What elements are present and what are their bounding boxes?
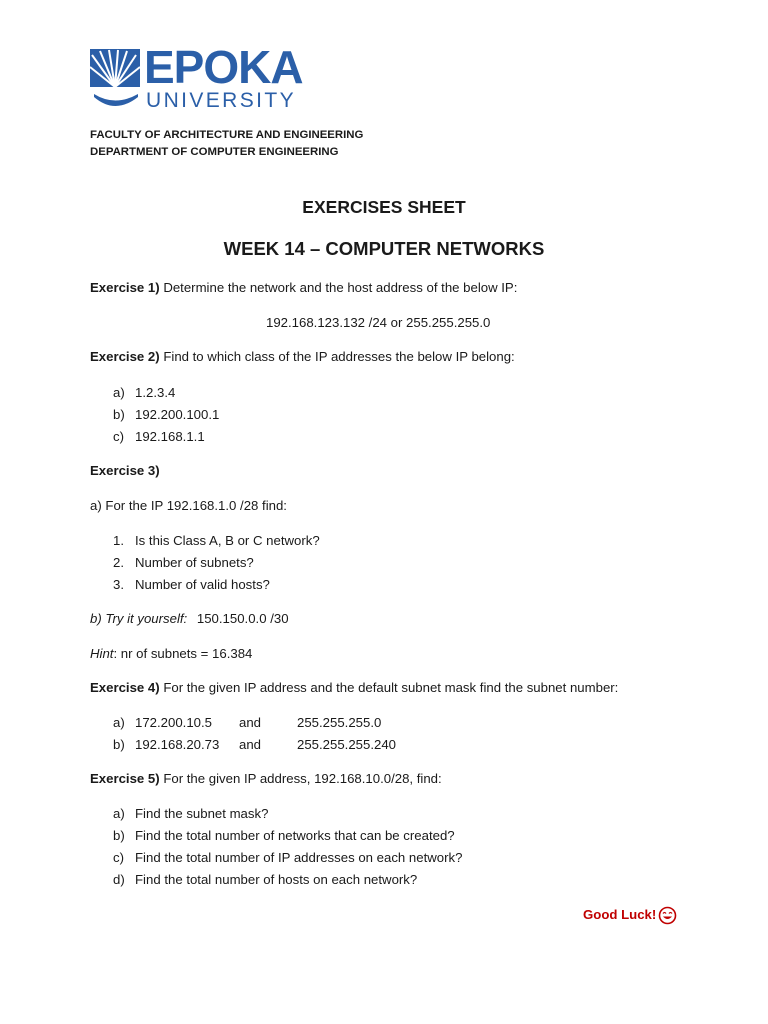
hint-label: Hint [90,646,114,661]
ip-address: 192.168.20.73 [135,737,220,752]
exercise-5-text: For the given IP address, 192.168.10.0/28, find: [163,771,442,786]
exercise-3-part-a: a) For the IP 192.168.1.0 /28 find: [90,498,287,513]
exercise-1-question [90,280,517,295]
and-word: and [239,715,262,730]
part-b-value: 150.150.0.0 /30 [196,611,289,626]
exercise-4-label: Exercise 4) [90,680,160,695]
exercise-3-hint [90,646,252,661]
list-marker: c) [113,429,124,444]
epoka-sunburst-icon [90,47,144,119]
list-marker: b) [113,737,125,752]
list-marker: a) [113,806,125,821]
list-marker: a) [113,385,125,400]
exercise-1-ip: 192.168.123.132 /24 or 255.255.255.0 [266,315,491,330]
exercise-5-question [90,771,442,786]
list-item-text: Find the total number of hosts on each network? [135,872,418,887]
list-marker: 1. [113,533,124,548]
and-word: and [239,737,262,752]
list-marker: b) [113,407,125,422]
list-item-text: Number of subnets? [135,555,254,570]
subnet-mask: 255.255.255.0 [297,715,382,730]
exercise-4-text: For the given IP address and the default subnet mask find the subnet number: [163,680,619,695]
exercise-1-text: Determine the network and the host address of the below IP: [163,280,518,295]
faculty-name: FACULTY OF ARCHITECTURE AND ENGINEERING [90,129,364,141]
exercise-2-question [90,349,515,364]
list-marker: b) [113,828,125,843]
ip-address: 172.200.10.5 [135,715,213,730]
list-item-text: Is this Class A, B or C network? [135,533,320,548]
exercise-3-part-b [90,611,289,626]
list-item-text: Find the total number of IP addresses on each network? [135,850,463,865]
hint-text: : nr of subnets = 16.384 [113,646,253,661]
smiley-face-icon [658,906,677,925]
page-title: EXERCISES SHEET [302,197,466,217]
list-marker: 3. [113,577,124,592]
list-marker: c) [113,850,124,865]
list-item-text: Find the subnet mask? [135,806,269,821]
logo-wordmark: EPOKA [144,41,303,93]
good-luck-text: Good Luck! [583,907,657,922]
list-item-text: Find the total number of networks that can be created? [135,828,455,843]
part-b-label: b) Try it yourself: [90,611,188,626]
exercise-4-question [90,680,618,695]
list-marker: d) [113,872,125,887]
list-marker: 2. [113,555,124,570]
list-item-text: Number of valid hosts? [135,577,270,592]
exercise-2-text: Find to which class of the IP addresses the below IP belong: [163,349,515,364]
list-item-text: 1.2.3.4 [135,385,176,400]
department-name: DEPARTMENT OF COMPUTER ENGINEERING [90,146,339,158]
exercise-2-label: Exercise 2) [90,349,160,364]
list-marker: a) [113,715,125,730]
page-subtitle: WEEK 14 – COMPUTER NETWORKS [223,238,545,259]
exercise-5-label: Exercise 5) [90,771,160,786]
list-item-text: 192.200.100.1 [135,407,220,422]
logo-subword: UNIVERSITY [146,89,297,112]
exercise-3-label: Exercise 3) [90,463,160,478]
list-item-text: 192.168.1.1 [135,429,205,444]
exercise-1-label: Exercise 1) [90,280,160,295]
subnet-mask: 255.255.255.240 [297,737,397,752]
